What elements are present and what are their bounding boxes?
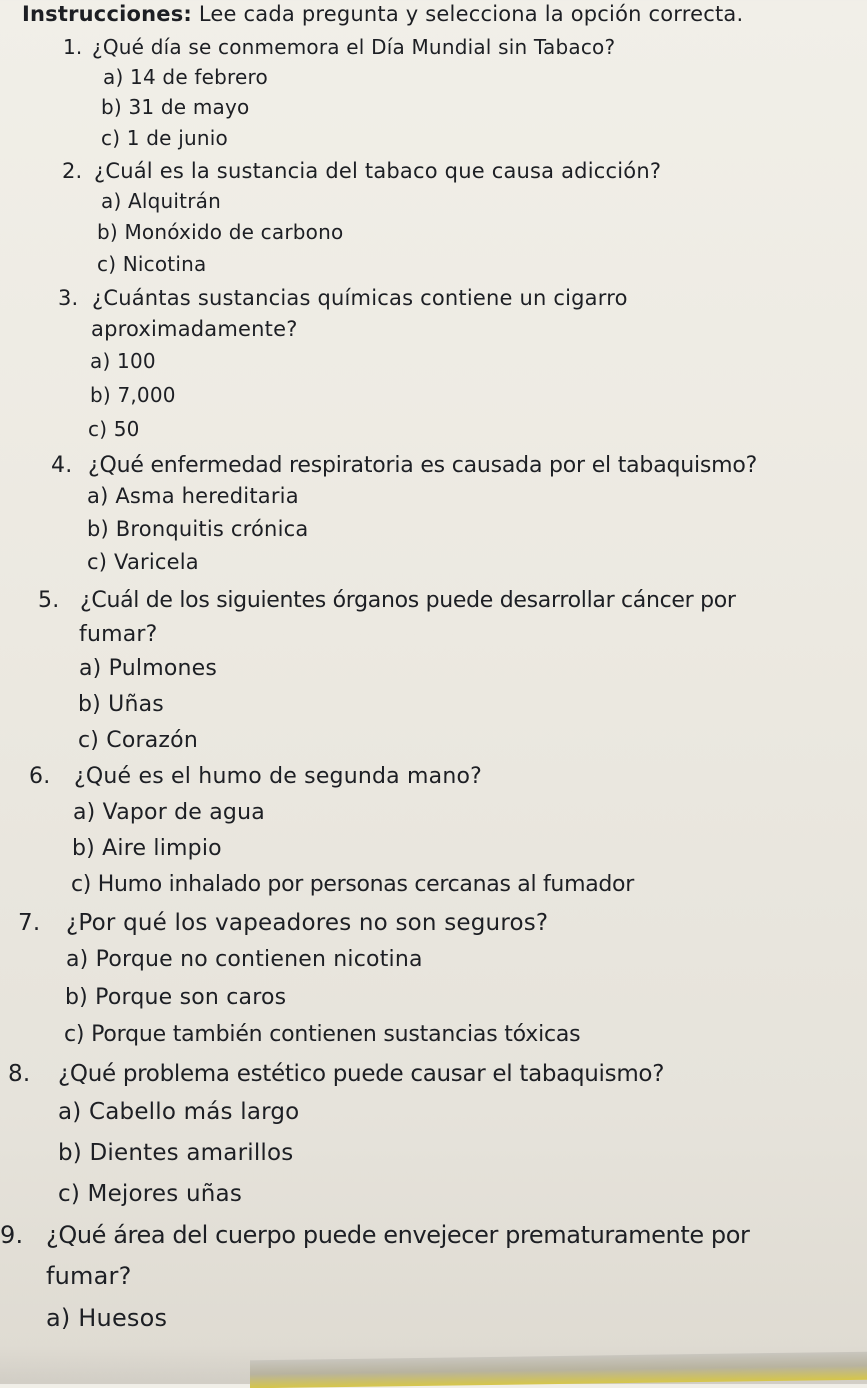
question-number: 3. (58, 286, 79, 310)
option-b[interactable]: b) 7,000 (90, 383, 176, 407)
option-b[interactable]: b) Dientes amarillos (58, 1140, 294, 1166)
question-text-continued: fumar? (79, 622, 158, 647)
option-a[interactable]: a) Pulmones (79, 656, 218, 681)
question-text: ¿Cuál es la sustancia del tabaco que causa adicción? (94, 159, 662, 183)
option-a[interactable]: a) 14 de febrero (103, 65, 268, 89)
question-number: 6. (29, 764, 51, 789)
option-a[interactable]: a) Alquitrán (101, 189, 221, 213)
question-text-continued: fumar? (46, 1262, 132, 1290)
option-b[interactable]: b) Monóxido de carbono (97, 220, 344, 244)
question-number: 9. (0, 1221, 24, 1249)
question-text: ¿Cuál de los siguientes órganos puede desarrollar cáncer por (80, 588, 736, 613)
question-text: ¿Qué enfermedad respiratoria es causada por el tabaquismo? (88, 453, 758, 478)
question-text: ¿Qué área del cuerpo puede envejecer prematuramente por (46, 1221, 750, 1249)
option-a[interactable]: a) Porque no contienen nicotina (66, 947, 423, 972)
question-number: 4. (51, 453, 73, 478)
option-c[interactable]: c) Mejores uñas (58, 1181, 243, 1207)
option-a[interactable]: a) 100 (90, 349, 156, 373)
instructions (22, 2, 743, 26)
option-a[interactable]: a) Vapor de agua (73, 800, 265, 825)
question-text: ¿Qué día se conmemora el Día Mundial sin Tabaco? (92, 35, 616, 59)
option-a[interactable]: a) Asma hereditaria (87, 484, 299, 508)
instructions-text: Lee cada pregunta y selecciona la opción correcta. (192, 2, 744, 26)
option-b[interactable]: b) Uñas (78, 692, 164, 717)
question-text-continued: aproximadamente? (91, 317, 298, 341)
instructions-label: Instrucciones: (22, 2, 193, 26)
option-b[interactable]: b) 31 de mayo (101, 95, 250, 119)
option-a[interactable]: a) Huesos (46, 1304, 168, 1332)
question-number: 5. (38, 588, 60, 613)
option-b[interactable]: b) Bronquitis crónica (87, 517, 309, 541)
option-c[interactable]: c) Nicotina (97, 252, 207, 276)
option-b[interactable]: b) Aire limpio (72, 836, 222, 861)
option-a[interactable]: a) Cabello más largo (58, 1099, 300, 1125)
question-number: 2. (62, 159, 83, 183)
question-number: 1. (63, 35, 83, 59)
option-c[interactable]: c) 50 (88, 417, 140, 441)
question-number: 8. (8, 1061, 31, 1087)
question-text: ¿Qué es el humo de segunda mano? (74, 764, 483, 789)
option-c[interactable]: c) Porque también contienen sustancias tóxicas (64, 1022, 581, 1047)
option-c[interactable]: c) 1 de junio (101, 126, 228, 150)
option-c[interactable]: c) Varicela (87, 550, 199, 574)
question-text: ¿Por qué los vapeadores no son seguros? (66, 910, 549, 936)
option-c[interactable]: c) Humo inhalado por personas cercanas al fumador (71, 872, 634, 897)
question-number: 7. (18, 910, 41, 936)
option-c[interactable]: c) Corazón (78, 728, 198, 753)
option-b[interactable]: b) Porque son caros (65, 985, 287, 1010)
question-text: ¿Qué problema estético puede causar el tabaquismo? (58, 1061, 665, 1087)
question-text: ¿Cuántas sustancias químicas contiene un cigarro (92, 286, 628, 310)
